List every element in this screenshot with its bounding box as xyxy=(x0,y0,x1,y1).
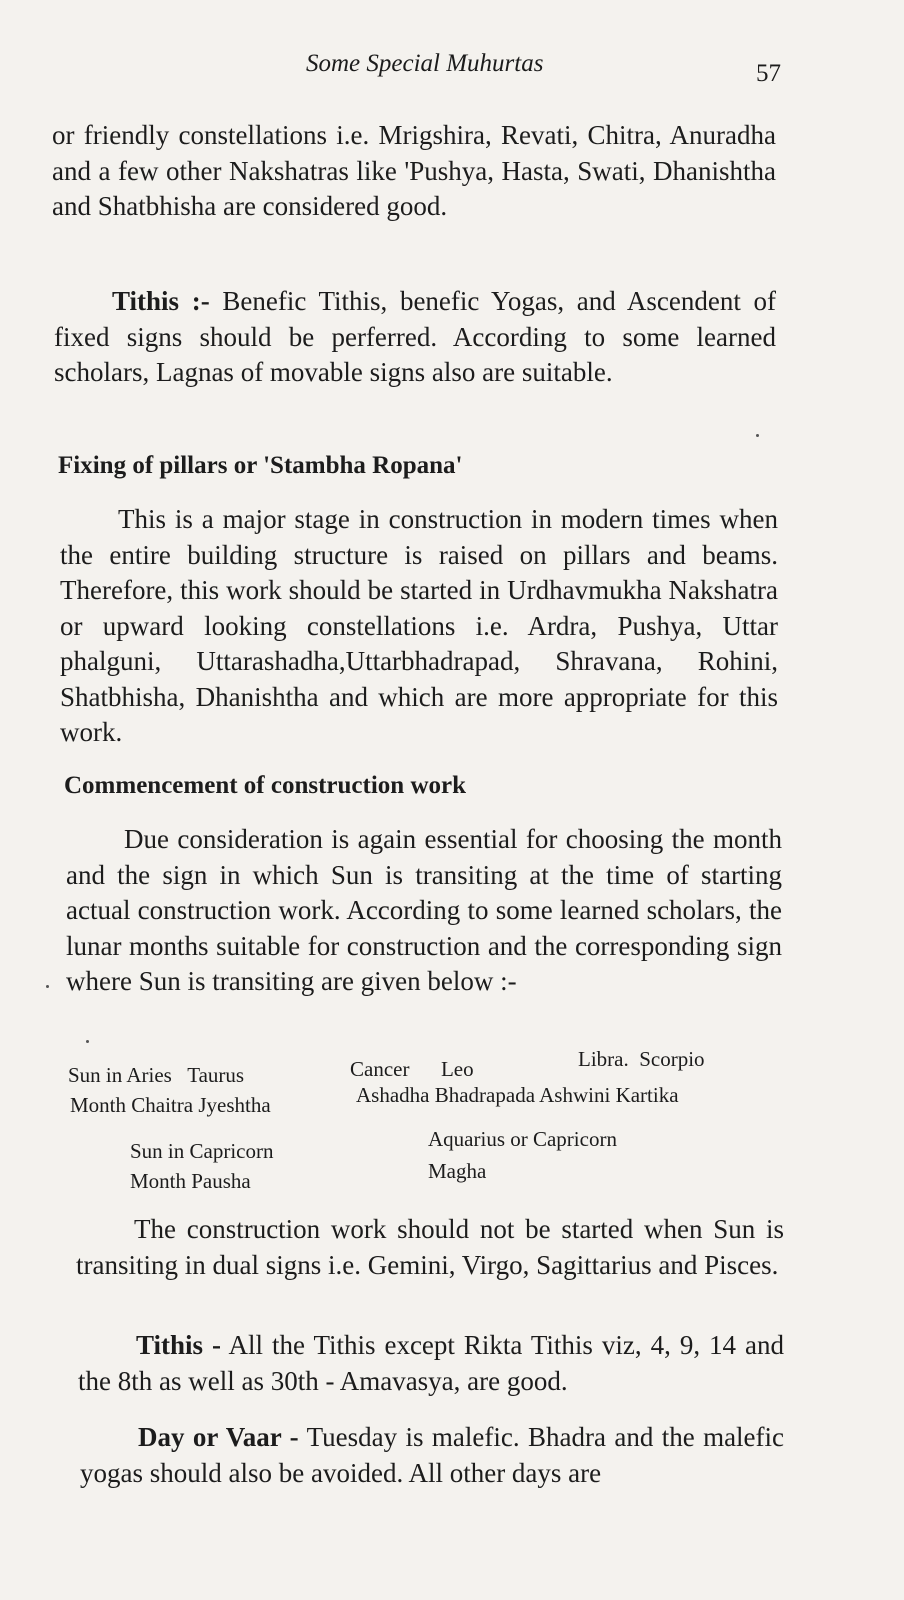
paragraph-pillars xyxy=(60,502,778,751)
section-heading-commencement: Commencement of construction work xyxy=(64,772,467,799)
table-row-sun-2b xyxy=(428,1124,617,1154)
table-row-sun-1c xyxy=(578,1044,705,1074)
table-cell: Magha xyxy=(428,1159,487,1183)
table-row-month-1 xyxy=(70,1090,271,1120)
paragraph-dual-signs xyxy=(76,1212,784,1283)
paragraph-text: or friendly constellations i.e. Mrigshira, Revati, Chitra, Anuradha and a few other Nakshatras like 'Pushya, Hasta, Swati, Dhanishtha and Shatbhisha are considered good. xyxy=(52,120,776,221)
paragraph-constellations xyxy=(52,118,776,225)
paragraph-tithis xyxy=(54,284,776,391)
page-number: 57 xyxy=(756,60,781,87)
table-cell: Cancer xyxy=(350,1057,410,1081)
tithis-label: Tithis - xyxy=(136,1330,222,1360)
paragraph-text: All the Tithis except Rikta Tithis viz, 4, 9, 14 and the 8th as well as 30th - Amavasya, are good. xyxy=(78,1330,785,1396)
paragraph-text: Due consideration is again essential for choosing the month and the sign in which Sun is transiting at the time of starting actual construction work. According to some learned scholars, the lunar months suitable for construction and the corresponding sign where Sun is transiting are given below :- xyxy=(66,824,782,996)
table-cell: Jyeshtha xyxy=(198,1093,271,1117)
print-speck xyxy=(756,434,759,437)
table-cell: Ashwini xyxy=(539,1083,611,1107)
table-row-month-1b xyxy=(356,1080,679,1110)
table-cell: Leo xyxy=(440,1057,474,1081)
table-cell: Libra. xyxy=(578,1047,629,1071)
print-speck xyxy=(46,985,49,988)
table-cell: Kartika xyxy=(615,1083,679,1107)
table-cell: Aquarius or Capricorn xyxy=(428,1127,617,1151)
table-row-sun-2 xyxy=(130,1136,273,1166)
table-row-month-2 xyxy=(130,1166,251,1196)
table-cell: Sun in Aries xyxy=(68,1063,172,1087)
day-vaar-label: Day or Vaar - xyxy=(138,1422,299,1452)
table-cell: Month Pausha xyxy=(130,1169,251,1193)
print-speck xyxy=(86,1040,89,1043)
tithis-label: Tithis :- xyxy=(112,286,210,316)
table-cell: Month Chaitra xyxy=(70,1093,194,1117)
table-cell: Bhadrapada xyxy=(434,1083,536,1107)
paragraph-tithis-2 xyxy=(78,1328,784,1399)
paragraph-text: The construction work should not be started when Sun is transiting in dual signs i.e. Gemini, Virgo, Sagittarius and Pisces. xyxy=(76,1214,784,1280)
section-heading-pillars: Fixing of pillars or 'Stambha Ropana' xyxy=(58,452,463,479)
paragraph-day-or-vaar xyxy=(80,1420,784,1491)
table-row-sun-1 xyxy=(68,1060,244,1090)
paragraph-text: This is a major stage in construction in modern times when the entire building structure is raised on pillars and beams. Therefore, this work should be started in Urdhavmukha Nakshatra or upward looking constellations i.e. Ardra, Pushya, Uttar phalguni, Uttarashadha,Uttarbhadrapad, Shravana, Rohini, Shatbhisha, Dhanishtha and which are more appropriate for this work. xyxy=(60,504,778,747)
paragraph-text: Benefic Tithis, benefic Yogas, and Ascendent of fixed signs should be perferred. According to some learned scholars, Lagnas of movable signs also are suitable. xyxy=(54,286,777,387)
table-cell: Taurus xyxy=(187,1063,245,1087)
table-cell: Ashadha xyxy=(356,1083,430,1107)
table-cell: Sun in Capricorn xyxy=(130,1139,274,1163)
paragraph-text: Tuesday is malefic. Bhadra and the malefic yogas should also be avoided. All other days are xyxy=(80,1422,785,1488)
table-cell: Scorpio xyxy=(639,1047,705,1071)
table-row-month-2b xyxy=(428,1156,486,1186)
paragraph-commencement xyxy=(66,822,782,1000)
running-header-title: Some Special Muhurtas xyxy=(306,50,544,77)
